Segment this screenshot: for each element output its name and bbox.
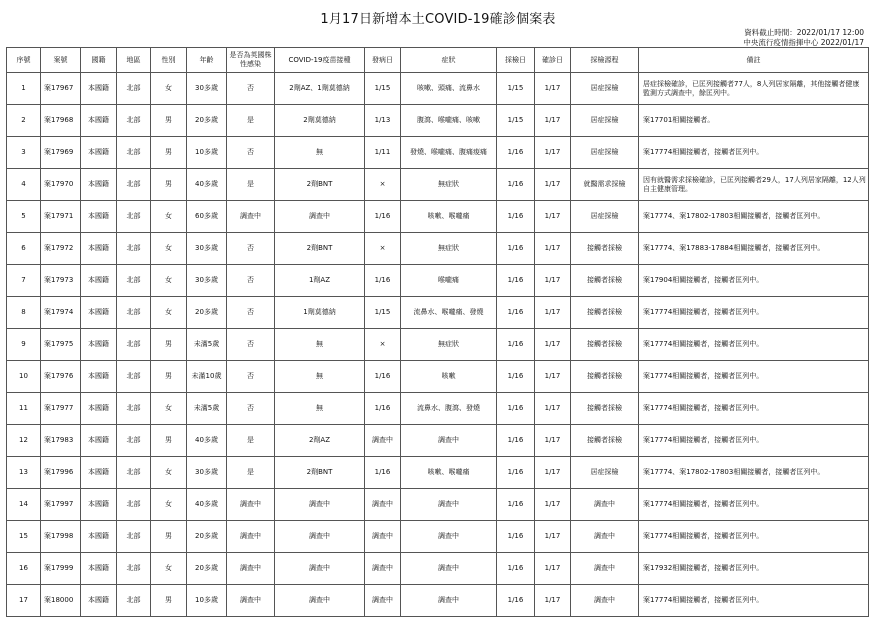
cell-age: 未滿5歲 [187, 393, 227, 425]
cell-nationality: 本國籍 [81, 73, 117, 105]
cell-case: 案17973 [41, 265, 81, 297]
cell-vaccine: 調查中 [275, 585, 365, 617]
table-row [7, 457, 869, 489]
table-row [7, 393, 869, 425]
cell-region: 北部 [117, 361, 151, 393]
cell-nationality: 本國籍 [81, 169, 117, 201]
cell-case: 案17972 [41, 233, 81, 265]
cell-note: 案17701相關接觸者。 [639, 105, 869, 137]
cell-test-date: 1/16 [497, 233, 535, 265]
cell-age: 30多歲 [187, 457, 227, 489]
cell-case: 案17969 [41, 137, 81, 169]
cell-age: 20多歲 [187, 297, 227, 329]
header-no: 序號 [7, 48, 41, 73]
cell-nationality: 本國籍 [81, 329, 117, 361]
cell-sex: 女 [151, 201, 187, 233]
cell-nationality: 本國籍 [81, 393, 117, 425]
cell-test-date: 1/16 [497, 425, 535, 457]
cell-vaccine: 調查中 [275, 201, 365, 233]
case-table [6, 47, 869, 617]
header-age: 年齡 [187, 48, 227, 73]
cell-symptom: 無症狀 [401, 169, 497, 201]
cell-route: 接觸者採檢 [571, 297, 639, 329]
table-row [7, 297, 869, 329]
data-cutoff-time: 資料截止時間：2022/01/17 12:00 [744, 28, 864, 37]
cell-age: 30多歲 [187, 265, 227, 297]
cell-confirm-date: 1/17 [535, 297, 571, 329]
cell-nationality: 本國籍 [81, 425, 117, 457]
cell-onset: 調查中 [365, 489, 401, 521]
cell-variant: 否 [227, 393, 275, 425]
cell-sex: 男 [151, 105, 187, 137]
cell-route: 就醫需求採檢 [571, 169, 639, 201]
cell-no: 9 [7, 329, 41, 361]
cell-onset: × [365, 233, 401, 265]
cell-age: 未滿5歲 [187, 329, 227, 361]
cell-confirm-date: 1/17 [535, 521, 571, 553]
cell-age: 30多歲 [187, 73, 227, 105]
cell-case: 案17976 [41, 361, 81, 393]
cell-no: 11 [7, 393, 41, 425]
cell-sex: 男 [151, 521, 187, 553]
cell-sex: 男 [151, 137, 187, 169]
cell-sex: 男 [151, 361, 187, 393]
header-vaccine: COVID-19疫苗接種 [275, 48, 365, 73]
cell-vaccine: 無 [275, 393, 365, 425]
cell-variant: 否 [227, 265, 275, 297]
cell-variant: 是 [227, 105, 275, 137]
cell-age: 20多歲 [187, 521, 227, 553]
cell-symptom: 無症狀 [401, 329, 497, 361]
cell-test-date: 1/16 [497, 137, 535, 169]
cell-age: 20多歲 [187, 105, 227, 137]
table-row [7, 169, 869, 201]
cell-nationality: 本國籍 [81, 201, 117, 233]
cell-symptom: 無症狀 [401, 233, 497, 265]
cell-sex: 女 [151, 297, 187, 329]
cell-confirm-date: 1/17 [535, 137, 571, 169]
cell-test-date: 1/16 [497, 393, 535, 425]
cell-nationality: 本國籍 [81, 361, 117, 393]
cell-nationality: 本國籍 [81, 457, 117, 489]
cell-sex: 男 [151, 425, 187, 457]
header-symptom: 症狀 [401, 48, 497, 73]
cell-region: 北部 [117, 105, 151, 137]
cell-region: 北部 [117, 585, 151, 617]
cell-nationality: 本國籍 [81, 297, 117, 329]
cell-case: 案17998 [41, 521, 81, 553]
cell-route: 接觸者採檢 [571, 393, 639, 425]
cell-variant: 否 [227, 233, 275, 265]
cell-vaccine: 2劑莫德納 [275, 105, 365, 137]
cell-confirm-date: 1/17 [535, 73, 571, 105]
cell-sex: 男 [151, 169, 187, 201]
cell-age: 30多歲 [187, 233, 227, 265]
cell-age: 40多歲 [187, 425, 227, 457]
cell-case: 案17999 [41, 553, 81, 585]
cell-confirm-date: 1/17 [535, 265, 571, 297]
cell-region: 北部 [117, 393, 151, 425]
table-row [7, 361, 869, 393]
cell-route: 接觸者採檢 [571, 361, 639, 393]
cell-onset: 1/16 [365, 265, 401, 297]
table-row [7, 329, 869, 361]
cell-no: 1 [7, 73, 41, 105]
cell-no: 3 [7, 137, 41, 169]
table-row [7, 425, 869, 457]
cell-onset: × [365, 329, 401, 361]
cell-route: 居症採檢 [571, 73, 639, 105]
header-note: 備註 [639, 48, 869, 73]
cell-age: 40多歲 [187, 489, 227, 521]
cell-no: 4 [7, 169, 41, 201]
cell-variant: 否 [227, 329, 275, 361]
table-row [7, 521, 869, 553]
header-route: 採檢源程 [571, 48, 639, 73]
cell-test-date: 1/16 [497, 265, 535, 297]
cell-confirm-date: 1/17 [535, 329, 571, 361]
cell-age: 10多歲 [187, 585, 227, 617]
cell-test-date: 1/16 [497, 585, 535, 617]
header-variant: 是否為英國株性感染 [227, 48, 275, 73]
cell-route: 居症採檢 [571, 457, 639, 489]
cell-vaccine: 無 [275, 137, 365, 169]
cell-age: 40多歲 [187, 169, 227, 201]
cell-variant: 否 [227, 297, 275, 329]
cell-region: 北部 [117, 425, 151, 457]
cell-onset: 1/16 [365, 201, 401, 233]
cell-no: 7 [7, 265, 41, 297]
cell-confirm-date: 1/17 [535, 553, 571, 585]
cell-vaccine: 調查中 [275, 553, 365, 585]
cell-region: 北部 [117, 329, 151, 361]
cell-no: 10 [7, 361, 41, 393]
cell-case: 案17970 [41, 169, 81, 201]
cell-variant: 是 [227, 425, 275, 457]
table-row [7, 233, 869, 265]
cell-variant: 否 [227, 137, 275, 169]
cell-symptom: 咳嗽 [401, 361, 497, 393]
cell-age: 未滿10歲 [187, 361, 227, 393]
cell-vaccine: 2劑BNT [275, 169, 365, 201]
header-case: 案號 [41, 48, 81, 73]
cell-route: 調查中 [571, 489, 639, 521]
cell-vaccine: 1劑AZ [275, 265, 365, 297]
cell-region: 北部 [117, 489, 151, 521]
cell-case: 案17983 [41, 425, 81, 457]
cell-variant: 調查中 [227, 201, 275, 233]
cell-note: 案17774相關接觸者，接觸者匡列中。 [639, 393, 869, 425]
cell-region: 北部 [117, 457, 151, 489]
cell-sex: 女 [151, 553, 187, 585]
cell-note: 案17774、案17802-17803相關接觸者，接觸者匡列中。 [639, 457, 869, 489]
cell-sex: 男 [151, 329, 187, 361]
cell-region: 北部 [117, 297, 151, 329]
cell-sex: 女 [151, 265, 187, 297]
cell-case: 案17977 [41, 393, 81, 425]
cell-nationality: 本國籍 [81, 233, 117, 265]
cell-note: 案17774相關接觸者，接觸者匡列中。 [639, 361, 869, 393]
cell-no: 6 [7, 233, 41, 265]
cell-vaccine: 2劑AZ [275, 425, 365, 457]
cell-nationality: 本國籍 [81, 137, 117, 169]
table-row [7, 489, 869, 521]
cell-confirm-date: 1/17 [535, 585, 571, 617]
cell-age: 10多歲 [187, 137, 227, 169]
cell-route: 接觸者採檢 [571, 265, 639, 297]
cell-vaccine: 2劑BNT [275, 457, 365, 489]
cell-confirm-date: 1/17 [535, 201, 571, 233]
header-region: 地區 [117, 48, 151, 73]
cell-variant: 調查中 [227, 585, 275, 617]
cell-test-date: 1/16 [497, 489, 535, 521]
cell-variant: 是 [227, 457, 275, 489]
cell-case: 案17967 [41, 73, 81, 105]
cell-onset: 1/16 [365, 361, 401, 393]
cell-symptom: 流鼻水、腹瀉、發燒 [401, 393, 497, 425]
cell-symptom: 調查中 [401, 553, 497, 585]
cell-variant: 調查中 [227, 553, 275, 585]
cell-no: 16 [7, 553, 41, 585]
cell-onset: 調查中 [365, 553, 401, 585]
cell-symptom: 調查中 [401, 585, 497, 617]
cell-test-date: 1/16 [497, 297, 535, 329]
cell-case: 案17997 [41, 489, 81, 521]
cell-route: 接觸者採檢 [571, 329, 639, 361]
cell-region: 北部 [117, 137, 151, 169]
table-row [7, 73, 869, 105]
table-row [7, 553, 869, 585]
cell-no: 14 [7, 489, 41, 521]
cell-variant: 調查中 [227, 521, 275, 553]
cell-age: 60多歲 [187, 201, 227, 233]
cell-note: 案17774相關接觸者，接觸者匡列中。 [639, 137, 869, 169]
cell-route: 接觸者採檢 [571, 425, 639, 457]
cell-confirm-date: 1/17 [535, 169, 571, 201]
cell-no: 2 [7, 105, 41, 137]
cell-sex: 男 [151, 585, 187, 617]
cell-sex: 女 [151, 73, 187, 105]
cell-onset: 1/15 [365, 297, 401, 329]
cell-note: 案17932相關接觸者，接觸者匡列中。 [639, 553, 869, 585]
cell-route: 調查中 [571, 553, 639, 585]
cell-test-date: 1/15 [497, 105, 535, 137]
cell-test-date: 1/16 [497, 329, 535, 361]
cell-symptom: 發燒、喉嚨痛、腹痛痠痛 [401, 137, 497, 169]
cell-symptom: 流鼻水、喉嚨痛、發燒 [401, 297, 497, 329]
cell-age: 20多歲 [187, 553, 227, 585]
cell-test-date: 1/15 [497, 73, 535, 105]
cell-nationality: 本國籍 [81, 553, 117, 585]
cell-route: 接觸者採檢 [571, 233, 639, 265]
cell-note: 居症採檢確診，已匡列接觸者77人，8人列居家隔離，其他接觸者健康監測方式調查中，餘匡列中。 [639, 73, 869, 105]
cell-nationality: 本國籍 [81, 585, 117, 617]
cell-note: 案17774、案17802-17803相關接觸者，接觸者匡列中。 [639, 201, 869, 233]
cell-onset: 調查中 [365, 521, 401, 553]
document-meta [743, 28, 864, 48]
cell-test-date: 1/16 [497, 521, 535, 553]
cell-confirm-date: 1/17 [535, 393, 571, 425]
cell-variant: 調查中 [227, 489, 275, 521]
cell-case: 案17968 [41, 105, 81, 137]
table-body [7, 73, 869, 617]
cell-nationality: 本國籍 [81, 489, 117, 521]
cell-note: 案17774相關接觸者，接觸者匡列中。 [639, 585, 869, 617]
cell-variant: 否 [227, 361, 275, 393]
cell-test-date: 1/16 [497, 553, 535, 585]
cell-note: 案17774相關接觸者，接觸者匡列中。 [639, 329, 869, 361]
cell-note: 案17774相關接觸者，接觸者匡列中。 [639, 297, 869, 329]
cell-note: 案17774相關接觸者，接觸者匡列中。 [639, 425, 869, 457]
cell-symptom: 腹瀉、喉嚨痛、咳嗽 [401, 105, 497, 137]
cell-sex: 女 [151, 233, 187, 265]
header-nationality: 國籍 [81, 48, 117, 73]
cell-vaccine: 調查中 [275, 489, 365, 521]
cell-symptom: 咳嗽、喉嚨痛 [401, 457, 497, 489]
cell-confirm-date: 1/17 [535, 489, 571, 521]
cell-route: 居症採檢 [571, 105, 639, 137]
table-row [7, 105, 869, 137]
cell-note: 案17774相關接觸者，接觸者匡列中。 [639, 521, 869, 553]
cell-vaccine: 2劑BNT [275, 233, 365, 265]
cell-region: 北部 [117, 201, 151, 233]
cell-case: 案17975 [41, 329, 81, 361]
cell-region: 北部 [117, 169, 151, 201]
cell-confirm-date: 1/17 [535, 105, 571, 137]
cell-region: 北部 [117, 521, 151, 553]
cell-no: 17 [7, 585, 41, 617]
table-header-row [7, 48, 869, 73]
cell-sex: 女 [151, 457, 187, 489]
cell-test-date: 1/16 [497, 169, 535, 201]
cell-confirm-date: 1/17 [535, 361, 571, 393]
cell-onset: 1/16 [365, 393, 401, 425]
cell-confirm-date: 1/17 [535, 425, 571, 457]
cell-no: 13 [7, 457, 41, 489]
cell-confirm-date: 1/17 [535, 233, 571, 265]
table-row [7, 201, 869, 233]
cell-case: 案17971 [41, 201, 81, 233]
cell-case: 案18000 [41, 585, 81, 617]
cell-note: 案17904相關接觸者，接觸者匡列中。 [639, 265, 869, 297]
cell-no: 8 [7, 297, 41, 329]
table-row [7, 265, 869, 297]
cell-no: 5 [7, 201, 41, 233]
header-sex: 性別 [151, 48, 187, 73]
cell-onset: 1/15 [365, 73, 401, 105]
cell-nationality: 本國籍 [81, 105, 117, 137]
cell-region: 北部 [117, 265, 151, 297]
header-onset: 發病日 [365, 48, 401, 73]
cell-note: 因有就醫需求採檢確診，已匡列接觸者29人，17人列居家隔離，12人列自主健康管理。 [639, 169, 869, 201]
cell-confirm-date: 1/17 [535, 457, 571, 489]
cell-vaccine: 2劑AZ、1劑莫德納 [275, 73, 365, 105]
cell-vaccine: 無 [275, 329, 365, 361]
cell-region: 北部 [117, 73, 151, 105]
cell-vaccine: 1劑莫德納 [275, 297, 365, 329]
cell-route: 居症採檢 [571, 137, 639, 169]
table-row [7, 585, 869, 617]
cell-nationality: 本國籍 [81, 521, 117, 553]
cell-route: 調查中 [571, 521, 639, 553]
cell-no: 12 [7, 425, 41, 457]
cell-test-date: 1/16 [497, 361, 535, 393]
cell-route: 居症採檢 [571, 201, 639, 233]
cell-variant: 是 [227, 169, 275, 201]
cell-vaccine: 無 [275, 361, 365, 393]
header-confirm-date: 確診日 [535, 48, 571, 73]
cell-symptom: 咳嗽、喉嚨痛 [401, 201, 497, 233]
cell-symptom: 調查中 [401, 489, 497, 521]
cell-route: 調查中 [571, 585, 639, 617]
cell-onset: 1/13 [365, 105, 401, 137]
table-row [7, 137, 869, 169]
cell-test-date: 1/16 [497, 201, 535, 233]
cell-note: 案17774相關接觸者，接觸者匡列中。 [639, 489, 869, 521]
cell-onset: 1/11 [365, 137, 401, 169]
cell-region: 北部 [117, 553, 151, 585]
cell-symptom: 咳嗽、頭痛、流鼻水 [401, 73, 497, 105]
cell-sex: 女 [151, 489, 187, 521]
cell-no: 15 [7, 521, 41, 553]
data-source: 中央流行疫情指揮中心 2022/01/17 [743, 38, 864, 47]
header-test-date: 採檢日 [497, 48, 535, 73]
cell-onset: 調查中 [365, 585, 401, 617]
cell-region: 北部 [117, 233, 151, 265]
cell-test-date: 1/16 [497, 457, 535, 489]
cell-variant: 否 [227, 73, 275, 105]
document-title: 1月17日新增本土COVID-19確診個案表 [320, 12, 556, 27]
cell-vaccine: 調查中 [275, 521, 365, 553]
cell-symptom: 喉嚨痛 [401, 265, 497, 297]
cell-sex: 女 [151, 393, 187, 425]
cell-case: 案17974 [41, 297, 81, 329]
cell-onset: 1/16 [365, 457, 401, 489]
cell-onset: 調查中 [365, 425, 401, 457]
cell-note: 案17774、案17883-17884相關接觸者，接觸者匡列中。 [639, 233, 869, 265]
cell-symptom: 調查中 [401, 425, 497, 457]
cell-case: 案17996 [41, 457, 81, 489]
cell-nationality: 本國籍 [81, 265, 117, 297]
cell-onset: × [365, 169, 401, 201]
cell-symptom: 調查中 [401, 521, 497, 553]
